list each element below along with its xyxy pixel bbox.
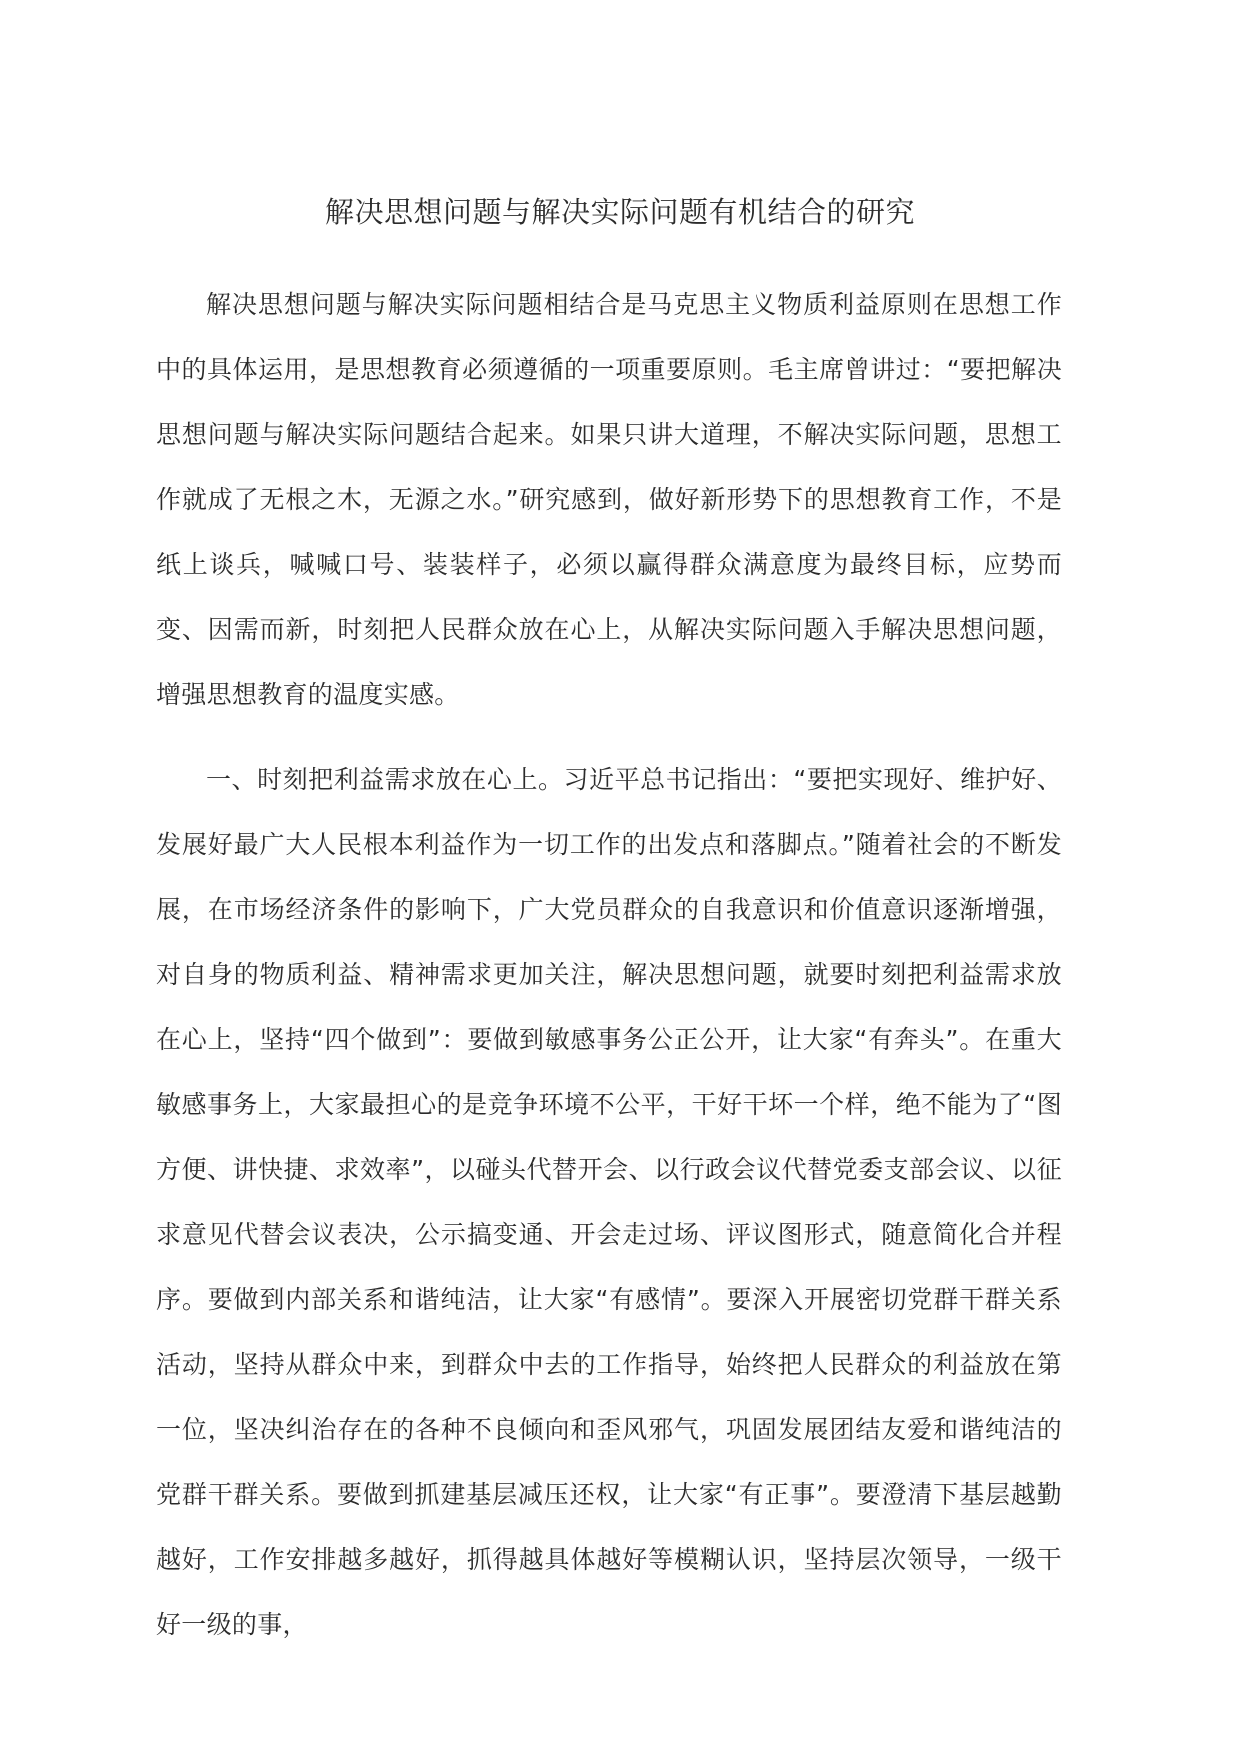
paragraph-section-one: 一、时刻把利益需求放在心上。习近平总书记指出：“要把实现好、维护好、发展好最广大人民根本利益作为一切工作的出发点和落脚点。”随着社会的不断发展，在市场经济条件的影响下，广大党员群众的自我意识和价值意识逐渐增强，对自身的物质利益、精神需求更加关注，解决思想问题，就要时刻把利益需求放在心上，坚持“四个做到”：要做到敏感事务公正公开，让大家“有奔头”。在重大敏感事务上，大家最担心的是竞争环境不公平，干好干坏一个样，绝不能为了“图方便、讲快捷、求效率”，以碰头代替开会、以行政会议代替党委支部会议、以征求意见代替会议表决，公示搞变通、开会走过场、评议图形式，随意简化合并程序。要做到内部关系和谐纯洁，让大家“有感情”。要深入开展密切党群干群关系活动，坚持从群众中来，到群众中去的工作指导，始终把人民群众的利益放在第一位，坚决纠治存在的各种不良倾向和歪风邪气，巩固发展团结友爱和谐纯洁的党群干群关系。要做到抓建基层减压还权，让大家“有正事”。要澄清下基层越勤越好，工作安排越多越好，抓得越具体越好等模糊认识，坚持层次领导，一级干好一级的事， — [156, 765, 1062, 1639]
document-title: 解决思想问题与解决实际问题有机结合的研究 — [324, 195, 915, 229]
document-body — [156, 272, 1062, 1677]
paragraph-intro: 解决思想问题与解决实际问题相结合是马克思主义物质利益原则在思想工作中的具体运用，是思想教育必须遵循的一项重要原则。毛主席曾讲过：“要把解决思想问题与解决实际问题结合起来。如果只讲大道理，不解决实际问题，思想工作就成了无根之木，无源之水。”研究感到，做好新形势下的思想教育工作，不是纸上谈兵，喊喊口号、装装样子，必须以赢得群众满意度为最终目标，应势而变、因需而新，时刻把人民群众放在心上，从解决实际问题入手解决思想问题，增强思想教育的温度实感。 — [156, 290, 1062, 709]
